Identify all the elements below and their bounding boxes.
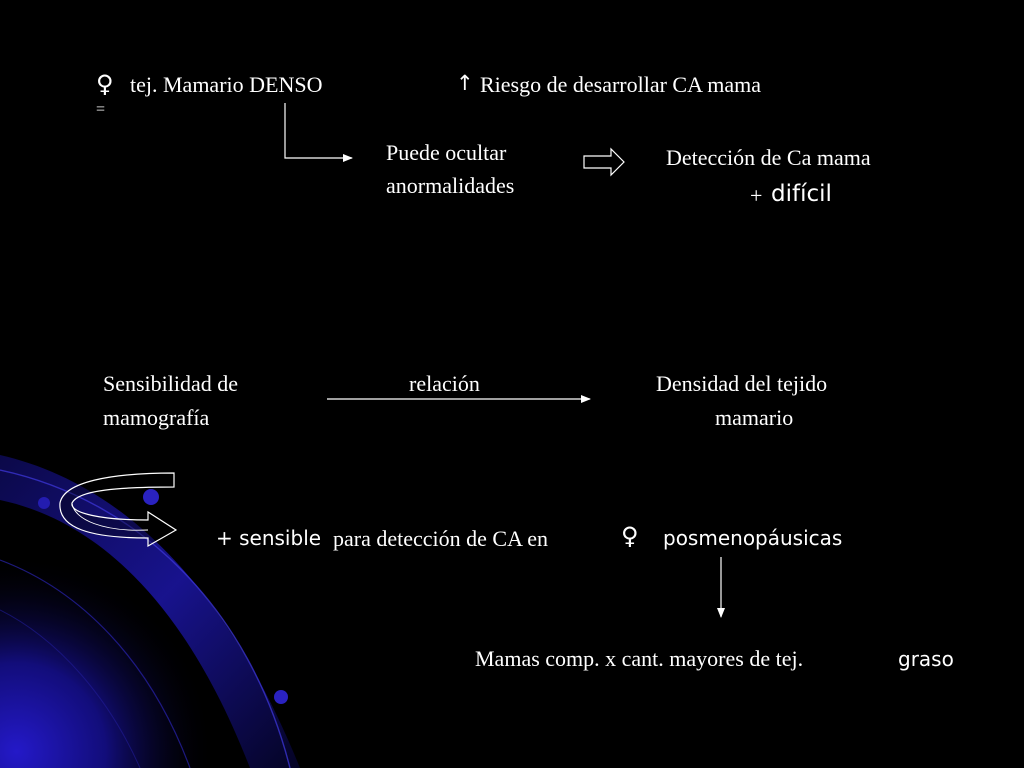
fatty-tissue-text: graso xyxy=(898,647,954,671)
decor-dot-1 xyxy=(38,497,50,509)
decor-dot-3 xyxy=(274,690,288,704)
sensitivity-line1: Sensibilidad de xyxy=(103,371,239,396)
dense-tissue-text: tej. Mamario DENSO xyxy=(130,72,323,97)
up-arrow-icon: ↑ xyxy=(456,71,474,95)
for-detection-text: para detección de CA en xyxy=(333,526,549,551)
equals-sign: = xyxy=(96,101,106,118)
density-line2: mamario xyxy=(715,405,794,430)
hide-abnormalities-line2: anormalidades xyxy=(386,173,515,198)
hide-abnormalities-line1: Puede ocultar xyxy=(386,140,507,165)
detection-plus: + xyxy=(750,183,763,208)
postmenopausal-text: posmenopáusicas xyxy=(663,526,843,550)
plus-sensitive-text: + sensible xyxy=(216,526,322,550)
relation-label: relación xyxy=(409,371,480,396)
detection-line1: Detección de Ca mama xyxy=(666,145,871,170)
risk-text: Riesgo de desarrollar CA mama xyxy=(480,72,762,97)
decor-dot-2 xyxy=(143,489,159,505)
detection-difficult: difícil xyxy=(771,181,832,207)
density-line1: Densidad del tejido xyxy=(656,371,828,396)
breasts-composed-text: Mamas comp. x cant. mayores de tej. xyxy=(475,646,804,671)
female-symbol-icon: ♀ xyxy=(96,70,114,98)
female-symbol-icon-2: ♀ xyxy=(621,522,639,550)
sensitivity-line2: mamografía xyxy=(103,405,210,430)
